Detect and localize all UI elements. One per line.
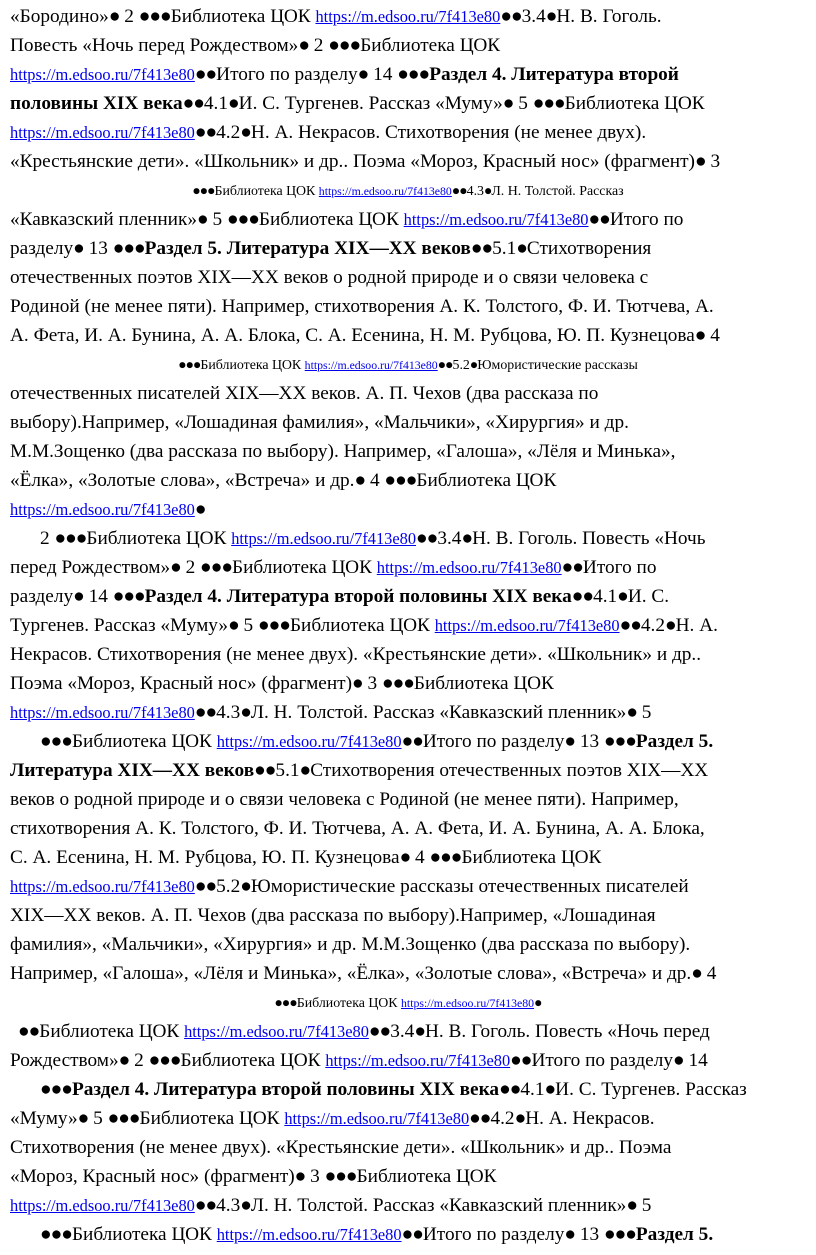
- text-line: [10, 1133, 671, 1163]
- bullet-icon: ●●: [368, 1021, 391, 1042]
- text: Библиотека ЦОК: [214, 184, 319, 199]
- text: Библиотека ЦОК: [296, 996, 402, 1011]
- bullet-icon: ●: [240, 702, 251, 723]
- text: 2: [308, 35, 329, 56]
- text: выбору).Например, «Лошадиная фамилия», «Мальчики», «Хирургия» и др.: [10, 412, 629, 433]
- section-heading: Раздел 4. Литература второй половины XIX века: [71, 1079, 500, 1100]
- bullet-icon: ●: [240, 122, 251, 143]
- text-line: [10, 234, 651, 264]
- text: Н. В. Гоголь. Повесть «Ночь: [472, 528, 706, 549]
- text: Библиотека ЦОК: [170, 6, 316, 27]
- text: 5.2: [216, 876, 241, 897]
- bullet-icon: ●●●: [603, 1224, 636, 1245]
- bullet-icon: ●●: [619, 615, 641, 636]
- text: 5.2: [452, 358, 470, 373]
- text-line: [10, 2, 662, 32]
- bullet-icon: ●●●: [192, 184, 215, 199]
- section-heading: Раздел 4. Литература второй половины XIX века: [144, 586, 572, 607]
- bullet-icon: ●: [399, 847, 411, 868]
- text: Библиотека ЦОК: [200, 358, 305, 373]
- text-line: [40, 1075, 747, 1105]
- text: Библиотека ЦОК: [139, 1108, 285, 1129]
- section-heading: Литература XIX—XX веков: [10, 760, 255, 781]
- text-line: [10, 930, 690, 960]
- bullet-icon: ●: [626, 702, 637, 723]
- library-link[interactable]: https://m.edsoo.ru/7f413e80: [434, 616, 620, 635]
- text: Стихотворения (не менее двух). «Крестьянские дети». «Школьник» и др.. Поэма: [10, 1137, 672, 1158]
- text: 2: [180, 557, 201, 578]
- text-line: [10, 89, 705, 119]
- text: 4.3: [216, 1195, 241, 1216]
- bullet-icon: ●●●: [397, 64, 430, 85]
- text: отечественных поэтов XIX—XX веков о родной природе и о связи человека с: [10, 267, 649, 288]
- text: 2: [129, 1050, 149, 1071]
- bullet-icon: ●: [298, 35, 309, 56]
- text: С. А. Есенина, Н. М. Рубцова, Ю. П. Кузнецова: [10, 847, 400, 868]
- text: Родиной (не менее пяти). Например, стихотворения А. К. Толстого, Ф. И. Тютчева, А.: [10, 296, 714, 317]
- text: 2: [119, 6, 139, 27]
- bullet-icon: ●●: [254, 760, 276, 781]
- text: Н. А. Некрасов. Стихотворения (не менее двух).: [250, 122, 647, 143]
- library-link[interactable]: https://m.edsoo.ru/7f413e80: [318, 184, 452, 198]
- text: 3.4: [390, 1021, 415, 1042]
- text: 5: [636, 702, 652, 723]
- bullet-icon: ●: [461, 528, 473, 549]
- bullet-icon: ●●: [470, 238, 493, 259]
- section-heading: половины XIX века: [10, 93, 183, 114]
- text: 5: [636, 1195, 652, 1216]
- bullet-icon: ●●: [437, 358, 453, 373]
- bullet-icon: ●●: [499, 1079, 521, 1100]
- text: стихотворения А. К. Толстого, Ф. И. Тютчева, А. А. Фета, И. А. Бунина, А. А. Блока,: [10, 818, 705, 839]
- library-link[interactable]: https://m.edsoo.ru/7f413e80: [401, 996, 535, 1010]
- text: Итого по разделу: [422, 731, 565, 752]
- text-line: [10, 205, 683, 235]
- text: Библиотека ЦОК: [564, 93, 705, 114]
- bullet-icon: ●●: [416, 528, 438, 549]
- text: разделу: [10, 238, 74, 259]
- text: Стихотворения отечественных поэтов XIX—XX: [310, 760, 709, 781]
- text-line: [10, 292, 714, 322]
- text: Библиотека ЦОК: [356, 1166, 497, 1187]
- bullet-icon: ●●●: [381, 673, 414, 694]
- text: Библиотека ЦОК: [258, 209, 404, 230]
- text: 3.4: [521, 6, 546, 27]
- library-link[interactable]: https://m.edsoo.ru/7f413e80: [10, 703, 195, 722]
- text: И. С.: [627, 586, 670, 607]
- bullet-icon: ●: [73, 586, 84, 607]
- text-line: [10, 31, 500, 61]
- bullet-icon: ●: [544, 1079, 556, 1100]
- bullet-icon: ●: [354, 470, 366, 491]
- text: Тургенев. Рассказ «Муму»: [10, 615, 229, 636]
- text: перед Рождеством»: [10, 557, 171, 578]
- text: Библиотека ЦОК: [39, 1021, 185, 1042]
- text: Н. В. Гоголь. Повесть «Ночь перед: [424, 1021, 710, 1042]
- text-line: [10, 408, 629, 438]
- text-line: [10, 669, 554, 699]
- bullet-icon: ●●●: [40, 731, 72, 752]
- section-heading: Раздел 4. Литература второй: [429, 64, 679, 85]
- bullet-icon: ●: [514, 1108, 526, 1129]
- text: 5: [238, 615, 258, 636]
- bullet-icon: ●: [118, 1050, 130, 1071]
- text: Н. В. Гоголь.: [556, 6, 662, 27]
- text-line: [10, 901, 656, 931]
- text: 13: [575, 1224, 604, 1245]
- text: 4.1: [203, 93, 228, 114]
- bullet-icon: ●●●: [274, 996, 297, 1011]
- text-line: [10, 640, 701, 670]
- bullet-icon: ●●: [401, 1224, 423, 1245]
- text-line: [10, 1162, 497, 1192]
- text: Библиотека ЦОК: [71, 731, 217, 752]
- text-line: [10, 756, 708, 786]
- text: «Бородино»: [10, 6, 109, 27]
- bullet-icon: ●: [228, 615, 239, 636]
- text: И. С. Тургенев. Рассказ: [555, 1079, 747, 1100]
- bullet-icon: ●: [414, 1021, 425, 1042]
- library-link[interactable]: https://m.edsoo.ru/7f413e80: [231, 529, 417, 548]
- text: Н. А.: [675, 615, 718, 636]
- bullet-icon: ●●●: [107, 1108, 140, 1129]
- text: М.М.Зощенко (два рассказа по выбору). Например, «Галоша», «Лёля и Минька»,: [10, 441, 676, 462]
- text: Поэма «Мороз, Красный нос» (фрагмент): [10, 673, 353, 694]
- text: 4: [365, 470, 385, 491]
- text: Л. Н. Толстой. Рассказ «Кавказский пленник»: [250, 1195, 627, 1216]
- text-line: [10, 466, 556, 496]
- text-line: [40, 727, 713, 757]
- bullet-icon: ●: [672, 1050, 684, 1071]
- text-line: [10, 379, 598, 409]
- bullet-icon: ●: [240, 1195, 251, 1216]
- text: 3: [362, 673, 382, 694]
- library-link[interactable]: https://m.edsoo.ru/7f413e80: [216, 732, 402, 751]
- text-line: [10, 1191, 651, 1221]
- text: Библиотека ЦОК: [416, 470, 557, 491]
- text-line: [10, 698, 651, 728]
- text-line: [10, 495, 206, 525]
- bullet-icon: ●: [484, 184, 492, 199]
- bullet-icon: ●: [694, 325, 706, 346]
- bullet-icon: ●●●: [112, 238, 145, 259]
- bullet-icon: ●: [108, 6, 120, 27]
- text: Итого по разделу: [531, 1050, 673, 1071]
- text: 4.1: [593, 586, 618, 607]
- text: разделу: [10, 586, 74, 607]
- bullet-icon: ●: [228, 93, 239, 114]
- bullet-icon: ●●●: [40, 1079, 72, 1100]
- bullet-icon: ●●●: [532, 93, 565, 114]
- text-line: [10, 60, 679, 90]
- library-link[interactable]: https://m.edsoo.ru/7f413e80: [10, 877, 195, 896]
- text: Итого по разделу: [216, 64, 358, 85]
- bullet-icon: ●: [73, 238, 84, 259]
- text: Повесть «Ночь перед Рождеством»: [10, 35, 299, 56]
- bullet-icon: ●: [617, 586, 628, 607]
- bullet-icon: ●●●: [200, 557, 232, 578]
- text-line: [10, 1046, 708, 1076]
- text-line: [10, 611, 718, 641]
- text-line: [0, 350, 816, 380]
- library-link[interactable]: https://m.edsoo.ru/7f413e80: [10, 65, 195, 84]
- text: Н. А. Некрасов.: [525, 1108, 655, 1129]
- text-line: [10, 959, 716, 989]
- text: Л. Н. Толстой. Рассказ: [491, 184, 624, 199]
- library-link[interactable]: https://m.edsoo.ru/7f413e80: [325, 1051, 511, 1070]
- text: «Кавказский пленник»: [10, 209, 198, 230]
- bullet-icon: ●●●: [54, 528, 87, 549]
- text: «Ёлка», «Золотые слова», «Встреча» и др.: [10, 470, 355, 491]
- bullet-icon: ●: [691, 963, 702, 984]
- text: Итого по разделу: [422, 1224, 565, 1245]
- library-link[interactable]: https://m.edsoo.ru/7f413e80: [216, 1225, 402, 1244]
- bullet-icon: ●●●: [384, 470, 417, 491]
- text-line: [10, 321, 720, 351]
- bullet-icon: ●: [197, 209, 208, 230]
- text: веков о родной природе и о связи человека с Родиной (не менее пяти). Например,: [10, 789, 679, 810]
- text: 14: [83, 586, 113, 607]
- bullet-icon: ●: [170, 557, 181, 578]
- section-heading: Раздел 5. Литература XIX—XX веков: [144, 238, 471, 259]
- section-heading: Раздел 5.: [635, 731, 714, 752]
- text-line: [10, 437, 676, 467]
- bullet-icon: ●●: [18, 1021, 40, 1042]
- bullet-icon: ●●: [194, 122, 217, 143]
- bullet-icon: ●●: [571, 586, 594, 607]
- bullet-icon: ●: [516, 238, 527, 259]
- text-line: [40, 524, 706, 554]
- library-link[interactable]: https://m.edsoo.ru/7f413e80: [304, 358, 438, 372]
- bullet-icon: ●●: [194, 876, 217, 897]
- text: Библиотека ЦОК: [413, 673, 554, 694]
- bullet-icon: ●●●: [138, 6, 171, 27]
- text-line: [10, 147, 720, 177]
- bullet-icon: ●: [299, 760, 311, 781]
- text: 5.1: [275, 760, 300, 781]
- text: Библиотека ЦОК: [360, 35, 501, 56]
- text: 4.2: [490, 1108, 515, 1129]
- text: А. Фета, И. А. Бунина, А. А. Блока, С. А. Есенина, Н. М. Рубцова, Ю. П. Кузнецова: [10, 325, 695, 346]
- text: Итого по: [609, 209, 684, 230]
- text: Юмористические рассказы отечественных писателей: [250, 876, 689, 897]
- text-line: [18, 1017, 710, 1047]
- text: Стихотворения: [526, 238, 652, 259]
- text-line: [40, 1220, 713, 1250]
- bullet-icon: ●●: [500, 6, 522, 27]
- text: 5.1: [492, 238, 517, 259]
- bullet-icon: ●●: [588, 209, 610, 230]
- text: 4.2: [216, 122, 241, 143]
- text-line: [10, 582, 669, 612]
- bullet-icon: ●●: [510, 1050, 532, 1071]
- bullet-icon: ●: [357, 64, 369, 85]
- text: Некрасов. Стихотворения (не менее двух). «Крестьянские дети». «Школьник» и др..: [10, 644, 702, 665]
- bullet-icon: ●●●: [178, 358, 201, 373]
- text: «Мороз, Красный нос» (фрагмент): [10, 1166, 295, 1187]
- text: Например, «Галоша», «Лёля и Минька», «Ёлка», «Золотые слова», «Встреча» и др.: [10, 963, 692, 984]
- text: 2: [40, 528, 55, 549]
- text: 4.3: [216, 702, 241, 723]
- text-line: [10, 872, 689, 902]
- text: 13: [83, 238, 113, 259]
- bullet-icon: ●●●: [258, 615, 290, 636]
- section-heading: Раздел 5.: [635, 1224, 714, 1245]
- bullet-icon: ●: [77, 1108, 89, 1129]
- text: 3: [705, 151, 721, 172]
- bullet-icon: ●●●: [603, 731, 636, 752]
- text: 5: [207, 209, 227, 230]
- text: И. С. Тургенев. Рассказ «Муму»: [238, 93, 503, 114]
- bullet-icon: ●: [545, 6, 557, 27]
- text: 4.1: [520, 1079, 545, 1100]
- text: 4: [701, 963, 717, 984]
- bullet-icon: ●●: [469, 1108, 491, 1129]
- bullet-icon: ●: [626, 1195, 637, 1216]
- text: Рождеством»: [10, 1050, 119, 1071]
- text: XIX—XX веков. А. П. Чехов (два рассказа по выбору).Например, «Лошадиная: [10, 905, 656, 926]
- bullet-icon: ●●: [451, 184, 467, 199]
- text: «Муму»: [10, 1108, 78, 1129]
- text: фамилия», «Мальчики», «Хирургия» и др. М.М.Зощенко (два рассказа по выбору).: [10, 934, 691, 955]
- bullet-icon: ●: [534, 996, 542, 1011]
- text: Библиотека ЦОК: [86, 528, 232, 549]
- text: 4: [410, 847, 430, 868]
- text-line: [10, 118, 646, 148]
- text-line: [10, 263, 648, 293]
- text-line: [10, 814, 705, 844]
- text: «Крестьянские дети». «Школьник» и др.. Поэма «Мороз, Красный нос» (фрагмент): [10, 151, 695, 172]
- bullet-icon: ●●●: [112, 586, 145, 607]
- text: 4: [705, 325, 720, 346]
- text: Библиотека ЦОК: [289, 615, 435, 636]
- bullet-icon: ●: [194, 499, 206, 520]
- bullet-icon: ●●●: [324, 1166, 357, 1187]
- text: отечественных писателей XIX—XX веков. А. П. Чехов (два рассказа по: [10, 383, 599, 404]
- bullet-icon: ●: [564, 1224, 576, 1245]
- library-link[interactable]: https://m.edsoo.ru/7f413e80: [315, 7, 501, 26]
- text: Библиотека ЦОК: [180, 1050, 326, 1071]
- library-link[interactable]: https://m.edsoo.ru/7f413e80: [10, 123, 195, 142]
- text: Библиотека ЦОК: [461, 847, 602, 868]
- text: 14: [368, 64, 398, 85]
- bullet-icon: ●●●: [429, 847, 462, 868]
- bullet-icon: ●●: [182, 93, 204, 114]
- text: Юмористические рассказы: [477, 358, 638, 373]
- bullet-icon: ●: [564, 731, 576, 752]
- bullet-icon: ●●●: [328, 35, 361, 56]
- text: 3.4: [437, 528, 462, 549]
- bullet-icon: ●●: [194, 64, 217, 85]
- bullet-icon: ●: [694, 151, 706, 172]
- text: Библиотека ЦОК: [232, 557, 377, 578]
- text: Итого по: [582, 557, 657, 578]
- text: 4.2: [640, 615, 665, 636]
- text: 14: [683, 1050, 708, 1071]
- text-line: [0, 176, 816, 206]
- library-link[interactable]: https://m.edsoo.ru/7f413e80: [10, 500, 195, 519]
- bullet-icon: ●: [469, 358, 478, 373]
- bullet-icon: ●: [240, 876, 251, 897]
- text-line: [10, 785, 679, 815]
- text: 3: [305, 1166, 325, 1187]
- bullet-icon: ●●●: [226, 209, 259, 230]
- bullet-icon: ●: [294, 1166, 306, 1187]
- bullet-icon: ●: [502, 93, 514, 114]
- text-line: [10, 553, 657, 583]
- text: Библиотека ЦОК: [71, 1224, 217, 1245]
- bullet-icon: ●●: [194, 702, 217, 723]
- library-link[interactable]: https://m.edsoo.ru/7f413e80: [10, 1196, 195, 1215]
- text-line: [10, 843, 601, 873]
- library-link[interactable]: https://m.edsoo.ru/7f413e80: [376, 558, 562, 577]
- text: 5: [513, 93, 533, 114]
- library-link[interactable]: https://m.edsoo.ru/7f413e80: [403, 210, 589, 229]
- text: 13: [575, 731, 604, 752]
- bullet-icon: ●●●: [40, 1224, 72, 1245]
- bullet-icon: ●●: [401, 731, 423, 752]
- text: 5: [88, 1108, 108, 1129]
- library-link[interactable]: https://m.edsoo.ru/7f413e80: [284, 1109, 470, 1128]
- bullet-icon: ●: [664, 615, 676, 636]
- bullet-icon: ●●: [561, 557, 583, 578]
- text: 4.3: [466, 184, 484, 199]
- text-line: [0, 988, 816, 1018]
- bullet-icon: ●●●: [148, 1050, 181, 1071]
- bullet-icon: ●●: [194, 1195, 217, 1216]
- text-line: [10, 1104, 655, 1134]
- bullet-icon: ●: [352, 673, 363, 694]
- library-link[interactable]: https://m.edsoo.ru/7f413e80: [184, 1022, 369, 1041]
- text: Л. Н. Толстой. Рассказ «Кавказский пленник»: [250, 702, 627, 723]
